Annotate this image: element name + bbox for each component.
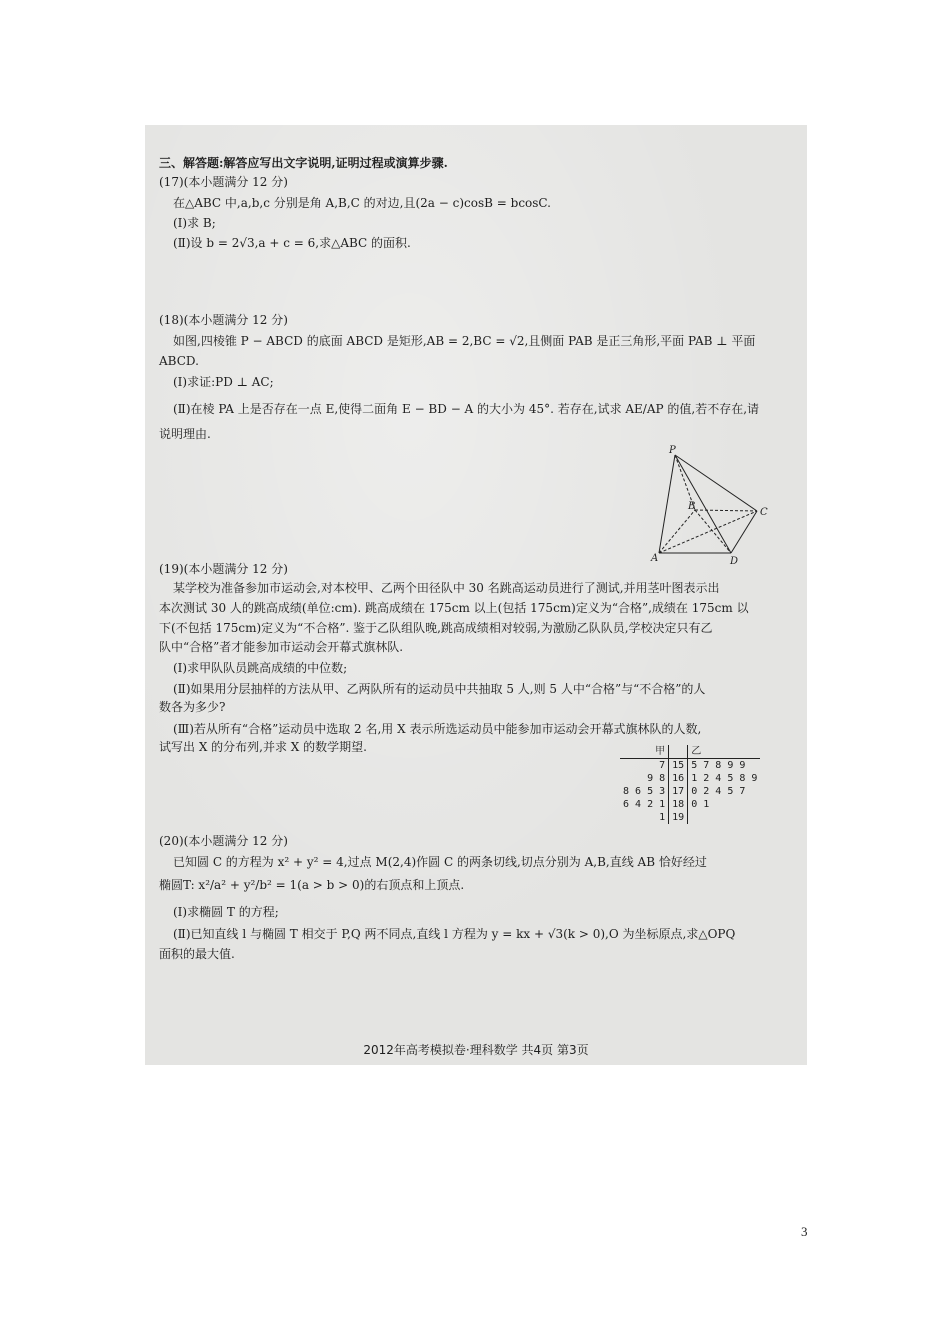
stem-leaf-row: 1 19	[620, 811, 760, 824]
problem-17-part-1: (Ⅰ)求 B;	[173, 216, 216, 230]
problem-19-part-1: (Ⅰ)求甲队队员跳高成绩的中位数;	[173, 661, 348, 675]
edge-BC	[695, 510, 757, 511]
label-P: P	[669, 445, 676, 456]
page-number: 3	[801, 1224, 808, 1239]
problem-19-statement-3: 下(不包括 175cm)定义为“不合格”. 鉴于乙队组队晚,跳高成绩相对较弱,为激励乙队队员,学校决定只有乙	[159, 621, 713, 635]
label-D: D	[730, 556, 739, 565]
problem-20-statement-cont: 椭圆T: x²/a² + y²/b² = 1(a > b > 0)的右顶点和上顶点.	[159, 878, 465, 892]
problem-18-part-1: (Ⅰ)求证:PD ⊥ AC;	[173, 375, 274, 389]
stem-leaf-row: 8 6 5 3 17 0 2 4 5 7	[620, 785, 760, 798]
edge-PA	[659, 455, 675, 553]
problem-19-statement-1: 某学校为准备参加市运动会,对本校甲、乙两个田径队中 30 名跳高运动员进行了测试,并用茎叶图表示出	[173, 581, 720, 595]
stem-leaf-plot	[620, 745, 760, 824]
problem-19-statement-2: 本次测试 30 人的跳高成绩(单位:cm). 跳高成绩在 175cm 以上(包括 175cm)定义为“合格”,成绩在 175cm 以	[159, 601, 749, 615]
stem-leaf-header-right: 乙	[688, 745, 761, 759]
problem-19-part-3-cont: 试写出 X 的分布列,并求 X 的数学期望.	[159, 740, 367, 754]
stem-leaf-row: 9 8 16 1 2 4 5 8 9	[620, 772, 760, 785]
edge-AB	[659, 510, 695, 553]
stem-leaf-row: 7 15 5 7 8 9 9	[620, 759, 760, 773]
problem-20-header: (20)(本小题满分 12 分)	[159, 834, 288, 848]
problem-20-statement: 已知圆 C 的方程为 x² + y² = 4,过点 M(2,4)作圆 C 的两条切线,切点分别为 A,B,直线 AB 恰好经过	[173, 855, 707, 869]
problem-18-part-2: (Ⅱ)在棱 PA 上是否存在一点 E,使得二面角 E − BD − A 的大小为 45°. 若存在,试求 AE/AP 的值,若不存在,请	[173, 402, 760, 416]
problem-18-statement: 如图,四棱锥 P − ABCD 的底面 ABCD 是矩形,AB = 2,BC = √2,且侧面 PAB 是正三角形,平面 PAB ⊥ 平面	[173, 334, 756, 348]
problem-20-part-2-cont: 面积的最大值.	[159, 947, 235, 961]
problem-17-statement: 在△ABC 中,a,b,c 分别是角 A,B,C 的对边,且(2a − c)cosB = bcosC.	[173, 196, 552, 210]
problem-20-part-1: (Ⅰ)求椭圆 T 的方程;	[173, 905, 279, 919]
problem-17-header: (17)(本小题满分 12 分)	[159, 175, 288, 189]
scanned-exam-page	[145, 125, 807, 1065]
problem-19-part-2-cont: 数各为多少?	[159, 700, 226, 714]
problem-20-part-2: (Ⅱ)已知直线 l 与椭圆 T 相交于 P,Q 两不同点,直线 l 方程为 y = kx + √3(k > 0),O 为坐标原点,求△OPQ	[173, 927, 736, 941]
edge-PD	[675, 455, 731, 553]
page-footer: 2012年高考模拟卷·理科数学 共4页 第3页	[363, 1043, 589, 1057]
problem-19-header: (19)(本小题满分 12 分)	[159, 562, 288, 576]
problem-17-part-2: (Ⅱ)设 b = 2√3,a + c = 6,求△ABC 的面积.	[173, 236, 411, 250]
problem-19-part-2: (Ⅱ)如果用分层抽样的方法从甲、乙两队所有的运动员中共抽取 5 人,则 5 人中“合格”与“不合格”的人	[173, 682, 706, 696]
edge-DC	[731, 511, 757, 553]
problem-18-header: (18)(本小题满分 12 分)	[159, 313, 288, 327]
label-A: A	[651, 553, 659, 564]
problem-19-statement-4: 队中“合格”者才能参加市运动会开幕式旗林队.	[159, 640, 404, 654]
label-B: B	[688, 501, 696, 512]
edge-BD	[695, 510, 731, 553]
edge-AC	[659, 511, 757, 553]
problem-18-statement-cont: ABCD.	[159, 354, 199, 368]
pyramid-figure	[645, 443, 775, 565]
label-C: C	[760, 507, 768, 518]
problem-18-part-2-cont: 说明理由.	[159, 427, 211, 441]
problem-19-part-3: (Ⅲ)若从所有“合格”运动员中选取 2 名,用 X 表示所选运动员中能参加市运动会开幕式旗林队的人数,	[173, 722, 702, 736]
section-heading: 三、解答题:解答应写出文字说明,证明过程或演算步骤.	[159, 156, 448, 170]
stem-leaf-row: 6 4 2 1 18 0 1	[620, 798, 760, 811]
stem-leaf-header-left: 甲	[620, 745, 669, 759]
